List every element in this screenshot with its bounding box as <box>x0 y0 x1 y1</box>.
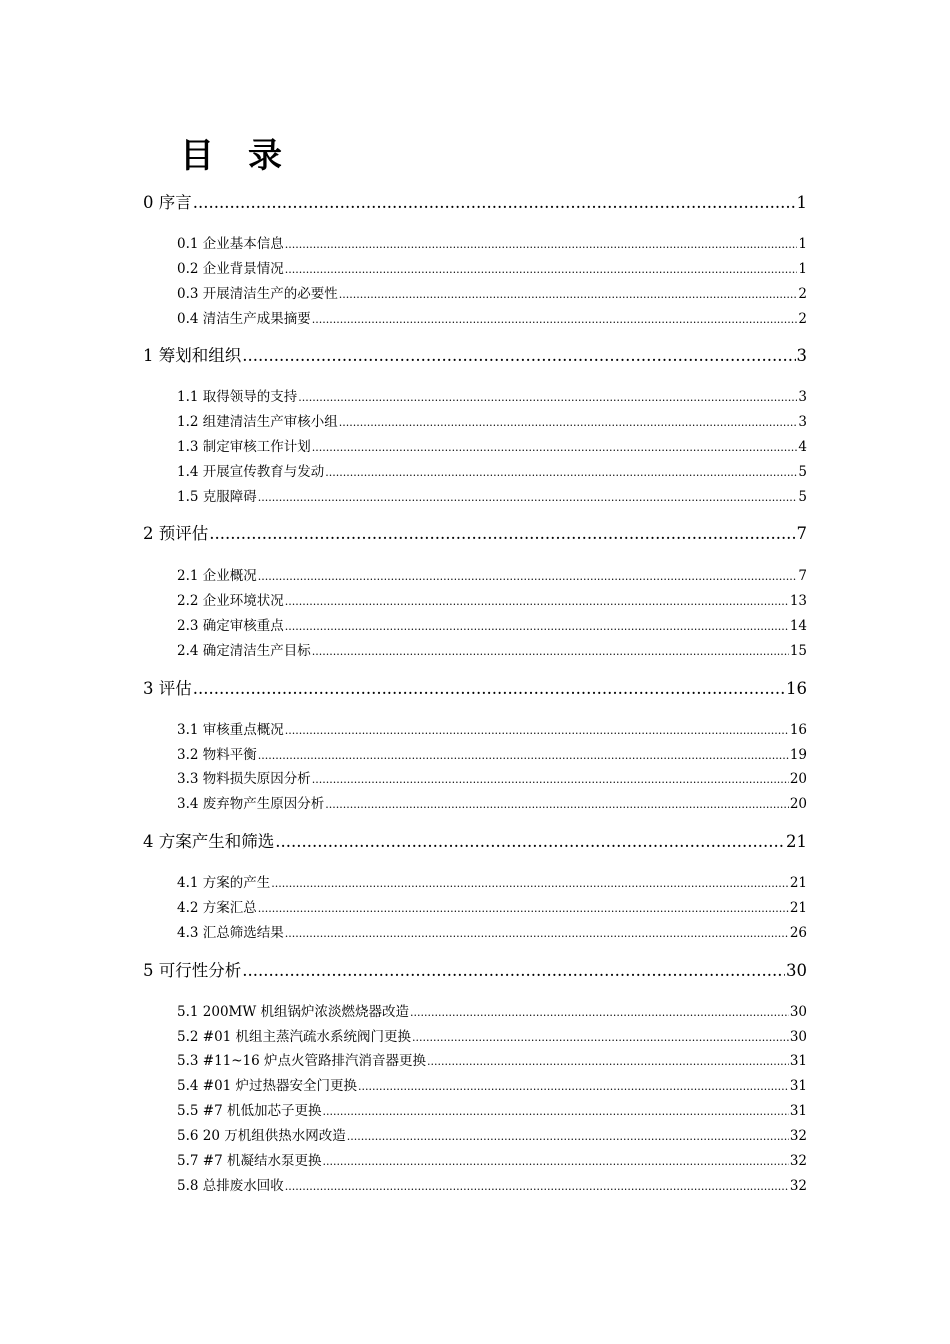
toc-entry-text: 2 预评估 <box>143 524 209 543</box>
dot-leader <box>275 832 785 851</box>
toc-entry-text: 1.5 克服障碍 <box>177 489 257 505</box>
toc-entry[interactable] <box>177 743 807 763</box>
dot-leader <box>347 1128 789 1144</box>
toc-entry-text: 3.1 审核重点概况 <box>177 722 284 738</box>
toc-page-number: 1 <box>796 193 807 212</box>
toc-page-number: 32 <box>789 1128 807 1144</box>
toc-entry[interactable] <box>177 410 807 430</box>
dot-leader <box>322 1153 788 1169</box>
toc-page-number: 21 <box>789 875 807 891</box>
toc-page-number: 19 <box>789 747 807 763</box>
toc-entry-text: 5.4 #01 炉过热器安全门更换 <box>177 1078 358 1094</box>
dot-leader <box>285 722 789 738</box>
dot-leader <box>285 618 789 634</box>
toc-entry[interactable] <box>177 307 807 327</box>
toc-entry[interactable] <box>143 957 807 981</box>
toc-entry[interactable] <box>143 828 807 852</box>
toc-entry-text: 0 序言 <box>143 193 192 212</box>
toc-entry-text: 5.3 #11~16 炉点火管路排汽消音器更换 <box>177 1053 427 1069</box>
toc-entry-text: 4.1 方案的产生 <box>177 875 271 891</box>
toc-entry-text: 4 方案产生和筛选 <box>143 832 275 851</box>
dot-leader <box>258 489 798 505</box>
toc-entry-text: 3 评估 <box>143 679 192 698</box>
toc-entry[interactable] <box>177 1149 807 1169</box>
toc-page-number: 31 <box>789 1053 807 1069</box>
toc-page-number: 32 <box>789 1178 807 1194</box>
dot-leader <box>242 961 785 980</box>
toc-page-number: 31 <box>789 1103 807 1119</box>
toc-entry[interactable] <box>177 460 807 480</box>
toc-entry[interactable] <box>143 189 807 213</box>
dot-leader <box>410 1004 789 1020</box>
toc-entry[interactable] <box>143 675 807 699</box>
toc-entry[interactable] <box>177 435 807 455</box>
toc-title <box>180 128 282 177</box>
toc-entry[interactable] <box>177 1074 807 1094</box>
dot-leader <box>325 796 789 812</box>
dot-leader <box>271 875 789 891</box>
dot-leader <box>285 925 789 941</box>
toc-entry[interactable] <box>177 1049 807 1069</box>
toc-page-number: 30 <box>789 1029 807 1045</box>
toc-page-number: 7 <box>796 524 807 543</box>
toc-page-number: 3 <box>798 389 807 405</box>
toc-page-number: 5 <box>798 489 807 505</box>
toc-page-number: 1 <box>798 236 807 252</box>
toc-entry[interactable] <box>177 485 807 505</box>
dot-leader <box>427 1053 789 1069</box>
toc-entry-text: 5.5 #7 机低加芯子更换 <box>177 1103 322 1119</box>
toc-entry-text: 2.3 确定审核重点 <box>177 618 284 634</box>
toc-entry-text: 0.1 企业基本信息 <box>177 236 284 252</box>
toc-entry-text: 1.4 开展宣传教育与发动 <box>177 464 325 480</box>
toc-page-number: 16 <box>789 722 807 738</box>
toc-page-number: 21 <box>789 900 807 916</box>
toc-page-number: 20 <box>789 796 807 812</box>
dot-leader <box>339 414 798 430</box>
toc-entry-text: 1.2 组建清洁生产审核小组 <box>177 414 338 430</box>
toc-page-number: 2 <box>798 286 807 302</box>
toc-entry[interactable] <box>177 282 807 302</box>
toc-entry[interactable] <box>177 614 807 634</box>
toc-entry[interactable] <box>177 896 807 916</box>
toc-entry-text: 2.2 企业环境状况 <box>177 593 284 609</box>
toc-entry[interactable] <box>177 1124 807 1144</box>
toc-page-number: 21 <box>786 832 807 851</box>
dot-leader <box>242 346 795 365</box>
toc-page-number: 5 <box>798 464 807 480</box>
toc-entry-text: 5.8 总排废水回收 <box>177 1178 284 1194</box>
dot-leader <box>285 236 798 252</box>
dot-leader <box>285 261 798 277</box>
dot-leader <box>298 389 797 405</box>
toc-page-number: 1 <box>798 261 807 277</box>
dot-leader <box>312 771 789 787</box>
toc-page-number: 13 <box>789 593 807 609</box>
dot-leader <box>412 1029 789 1045</box>
dot-leader <box>325 464 797 480</box>
toc-page-number: 3 <box>796 346 807 365</box>
dot-leader <box>258 900 789 916</box>
toc-entry[interactable] <box>177 1000 807 1020</box>
toc-page-number: 31 <box>789 1078 807 1094</box>
toc-entry[interactable] <box>177 385 807 405</box>
toc-entry-text: 4.3 汇总筛选结果 <box>177 925 284 941</box>
toc-page-number: 2 <box>798 311 807 327</box>
toc-entry[interactable] <box>177 767 807 787</box>
toc-entry[interactable] <box>177 1025 807 1045</box>
toc-entry-text: 5.1 200MW 机组锅炉浓淡燃烧器改造 <box>177 1004 410 1020</box>
toc-title-char-2: 录 <box>248 136 282 176</box>
toc-entry[interactable] <box>177 871 807 891</box>
dot-leader <box>258 747 789 763</box>
toc-page-number: 20 <box>789 771 807 787</box>
toc-page-number: 14 <box>789 618 807 634</box>
toc-entry-text: 2.1 企业概况 <box>177 568 257 584</box>
toc-entry-text: 5.7 #7 机凝结水泵更换 <box>177 1153 322 1169</box>
toc-entry-text: 5.6 20 万机组供热水网改造 <box>177 1128 346 1144</box>
toc-entry-text: 5 可行性分析 <box>143 961 242 980</box>
toc-entry-text: 4.2 方案汇总 <box>177 900 257 916</box>
toc-page-number: 32 <box>789 1153 807 1169</box>
toc-entry-text: 5.2 #01 机组主蒸汽疏水系统阀门更换 <box>177 1029 412 1045</box>
toc-entry[interactable] <box>177 792 807 812</box>
toc-entry[interactable] <box>143 342 807 366</box>
toc-entry[interactable] <box>177 257 807 277</box>
toc-page-number: 7 <box>798 568 807 584</box>
toc-entry[interactable] <box>177 639 807 659</box>
toc-entry-text: 0.2 企业背景情况 <box>177 261 284 277</box>
toc-entry-text: 1.3 制定审核工作计划 <box>177 439 311 455</box>
toc-entry-text: 0.3 开展清洁生产的必要性 <box>177 286 338 302</box>
toc-page-number: 15 <box>789 643 807 659</box>
toc-entry-text: 2.4 确定清洁生产目标 <box>177 643 311 659</box>
dot-leader <box>285 1178 789 1194</box>
toc-page-number: 16 <box>786 679 807 698</box>
toc-entry[interactable] <box>177 1174 807 1194</box>
dot-leader <box>312 643 789 659</box>
toc-entry-text: 1 筹划和组织 <box>143 346 242 365</box>
dot-leader <box>322 1103 788 1119</box>
toc-entry-text: 1.1 取得领导的支持 <box>177 389 298 405</box>
dot-leader <box>258 568 798 584</box>
toc-entry[interactable] <box>177 589 807 609</box>
dot-leader <box>193 679 785 698</box>
toc-page-number: 26 <box>789 925 807 941</box>
toc-title-char-1: 目 <box>180 136 214 176</box>
toc-page-number: 4 <box>798 439 807 455</box>
toc-page-number: 3 <box>798 414 807 430</box>
dot-leader <box>312 439 798 455</box>
toc-entry[interactable] <box>177 921 807 941</box>
toc-entry[interactable] <box>177 718 807 738</box>
toc-entry[interactable] <box>143 520 807 544</box>
toc-entry[interactable] <box>177 1099 807 1119</box>
toc-entry[interactable] <box>177 232 807 252</box>
toc-entry-text: 3.3 物料损失原因分析 <box>177 771 311 787</box>
dot-leader <box>285 593 789 609</box>
toc-page-number: 30 <box>786 961 807 980</box>
toc-entry-text: 3.2 物料平衡 <box>177 747 257 763</box>
dot-leader <box>312 311 798 327</box>
toc-page-number: 30 <box>789 1004 807 1020</box>
dot-leader <box>193 193 796 212</box>
dot-leader <box>339 286 798 302</box>
toc-entry[interactable] <box>177 564 807 584</box>
dot-leader <box>358 1078 789 1094</box>
dot-leader <box>209 524 795 543</box>
toc-entry-text: 0.4 清洁生产成果摘要 <box>177 311 311 327</box>
toc-entry-text: 3.4 废弃物产生原因分析 <box>177 796 325 812</box>
